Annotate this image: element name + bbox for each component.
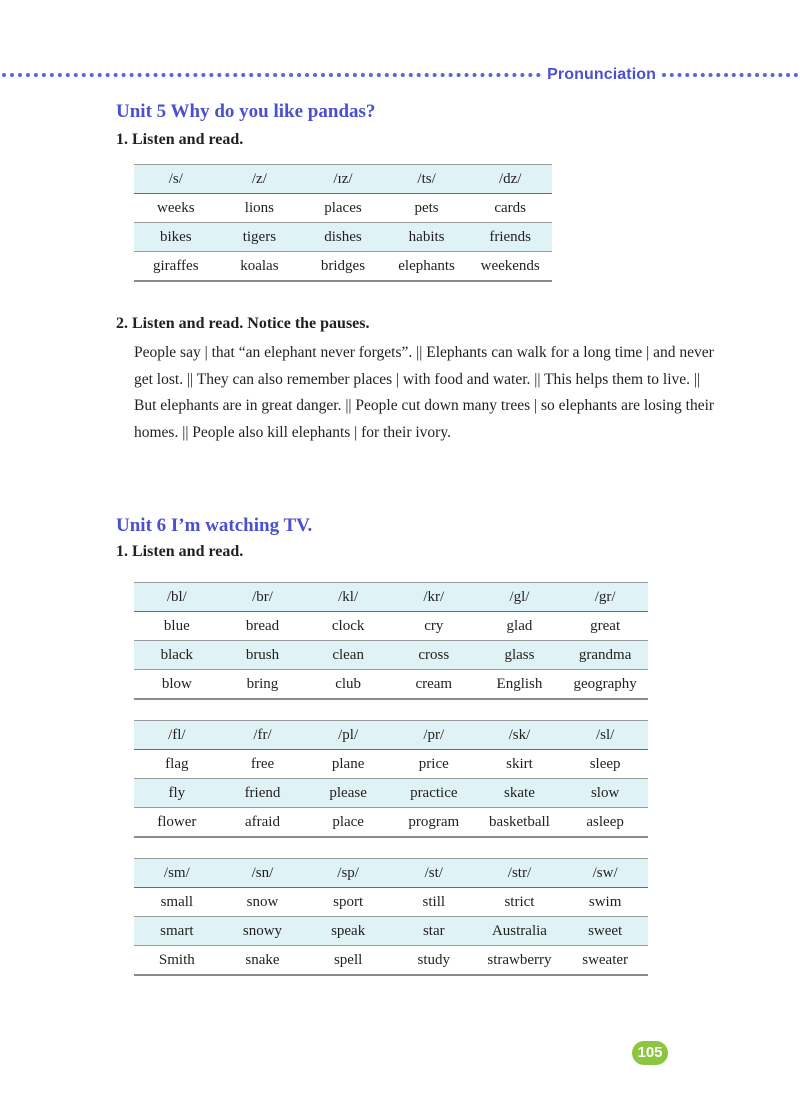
- word-cell: plane: [305, 750, 391, 779]
- word-cell: habits: [385, 223, 469, 252]
- word-cell: sweet: [562, 917, 648, 946]
- unit5-title: Unit 5 Why do you like pandas?: [116, 101, 376, 122]
- sound-symbol-cell: /ts/: [385, 165, 469, 194]
- word-cell: dishes: [301, 223, 385, 252]
- word-cell: Smith: [134, 946, 220, 976]
- word-cell: snowy: [220, 917, 306, 946]
- word-cell: slow: [562, 779, 648, 808]
- unit5-exercise2-title: 2. Listen and read. Notice the pauses.: [116, 315, 370, 332]
- table-row: [134, 252, 552, 282]
- table-row: [134, 750, 648, 779]
- table-header-row: [134, 165, 552, 194]
- word-cell: places: [301, 194, 385, 223]
- word-cell: flag: [134, 750, 220, 779]
- word-cell: skirt: [477, 750, 563, 779]
- sound-symbol-cell: /sl/: [562, 721, 648, 750]
- word-cell: strict: [477, 888, 563, 917]
- word-cell: bread: [220, 612, 306, 641]
- word-cell: speak: [305, 917, 391, 946]
- word-cell: bikes: [134, 223, 218, 252]
- word-cell: asleep: [562, 808, 648, 838]
- passage-paragraph-2: But elephants are in great danger. || People cut down many trees | so elephants are losing their homes. || People also kill elephants | for their ivory.: [134, 397, 715, 441]
- sound-symbol-cell: /kl/: [305, 583, 391, 612]
- table-row: [134, 641, 648, 670]
- word-cell: sweater: [562, 946, 648, 976]
- reading-passage: [134, 340, 724, 446]
- word-cell: friends: [468, 223, 552, 252]
- sound-symbol-cell: /pr/: [391, 721, 477, 750]
- word-cell: cards: [468, 194, 552, 223]
- word-cell: koalas: [218, 252, 302, 282]
- sound-symbol-cell: /str/: [477, 859, 563, 888]
- sound-symbol-cell: /fr/: [220, 721, 306, 750]
- word-cell: brush: [220, 641, 306, 670]
- table-row: [134, 946, 648, 976]
- header-dotted-rule-right: [662, 73, 798, 77]
- unit6-exercise1-title: 1. Listen and read.: [116, 543, 244, 560]
- table-header-row: [134, 721, 648, 750]
- sound-symbol-cell: /bl/: [134, 583, 220, 612]
- word-cell: strawberry: [477, 946, 563, 976]
- sound-symbol-cell: /s/: [134, 165, 218, 194]
- word-cell: weeks: [134, 194, 218, 223]
- table-row: [134, 917, 648, 946]
- word-cell: lions: [218, 194, 302, 223]
- word-cell: sport: [305, 888, 391, 917]
- passage-paragraph-1: People say | that “an elephant never forgets”. || Elephants can walk for a long time | and never get lost. || They can also remember places | with food and water. || This helps them to live. ||: [134, 344, 714, 388]
- sound-symbol-cell: /ɪz/: [301, 165, 385, 194]
- word-cell: club: [305, 670, 391, 700]
- unit6-sound-table-2: [134, 720, 648, 838]
- word-cell: cross: [391, 641, 477, 670]
- word-cell: spell: [305, 946, 391, 976]
- word-cell: study: [391, 946, 477, 976]
- sound-symbol-cell: /gr/: [562, 583, 648, 612]
- table-row: [134, 888, 648, 917]
- word-cell: skate: [477, 779, 563, 808]
- sound-symbol-cell: /kr/: [391, 583, 477, 612]
- word-cell: bridges: [301, 252, 385, 282]
- sound-symbol-cell: /sk/: [477, 721, 563, 750]
- sound-symbol-cell: /fl/: [134, 721, 220, 750]
- sound-symbol-cell: /sm/: [134, 859, 220, 888]
- sound-symbol-cell: /sp/: [305, 859, 391, 888]
- word-cell: grandma: [562, 641, 648, 670]
- word-cell: please: [305, 779, 391, 808]
- unit6-sound-table-3: [134, 858, 648, 976]
- table-row: [134, 223, 552, 252]
- word-cell: glass: [477, 641, 563, 670]
- section-header: [0, 64, 800, 86]
- word-cell: glad: [477, 612, 563, 641]
- header-dotted-rule-left: [2, 73, 541, 77]
- table-header-row: [134, 583, 648, 612]
- word-cell: great: [562, 612, 648, 641]
- table-row: [134, 612, 648, 641]
- word-cell: practice: [391, 779, 477, 808]
- word-cell: elephants: [385, 252, 469, 282]
- sound-symbol-cell: /dz/: [468, 165, 552, 194]
- word-cell: smart: [134, 917, 220, 946]
- word-cell: Australia: [477, 917, 563, 946]
- sound-symbol-cell: /sw/: [562, 859, 648, 888]
- table-row: [134, 779, 648, 808]
- word-cell: place: [305, 808, 391, 838]
- word-cell: cry: [391, 612, 477, 641]
- unit6-title: Unit 6 I’m watching TV.: [116, 515, 313, 536]
- table-row: [134, 670, 648, 700]
- word-cell: tigers: [218, 223, 302, 252]
- table-header-row: [134, 859, 648, 888]
- word-cell: weekends: [468, 252, 552, 282]
- word-cell: sleep: [562, 750, 648, 779]
- word-cell: fly: [134, 779, 220, 808]
- word-cell: cream: [391, 670, 477, 700]
- word-cell: still: [391, 888, 477, 917]
- unit5-exercise1-title: 1. Listen and read.: [116, 131, 244, 148]
- word-cell: bring: [220, 670, 306, 700]
- word-cell: free: [220, 750, 306, 779]
- unit6-sound-table-1: [134, 582, 648, 700]
- sound-symbol-cell: /z/: [218, 165, 302, 194]
- sound-symbol-cell: /pl/: [305, 721, 391, 750]
- word-cell: flower: [134, 808, 220, 838]
- word-cell: snake: [220, 946, 306, 976]
- word-cell: star: [391, 917, 477, 946]
- word-cell: blow: [134, 670, 220, 700]
- word-cell: swim: [562, 888, 648, 917]
- table-row: [134, 808, 648, 838]
- word-cell: clock: [305, 612, 391, 641]
- word-cell: snow: [220, 888, 306, 917]
- word-cell: small: [134, 888, 220, 917]
- word-cell: afraid: [220, 808, 306, 838]
- word-cell: basketball: [477, 808, 563, 838]
- word-cell: clean: [305, 641, 391, 670]
- word-cell: English: [477, 670, 563, 700]
- page-number: 105: [632, 1041, 668, 1065]
- word-cell: geography: [562, 670, 648, 700]
- word-cell: giraffes: [134, 252, 218, 282]
- section-label: Pronunciation: [547, 66, 656, 83]
- sound-symbol-cell: /br/: [220, 583, 306, 612]
- word-cell: black: [134, 641, 220, 670]
- sound-symbol-cell: /st/: [391, 859, 477, 888]
- word-cell: friend: [220, 779, 306, 808]
- word-cell: pets: [385, 194, 469, 223]
- unit5-sound-table: [134, 164, 552, 282]
- word-cell: blue: [134, 612, 220, 641]
- word-cell: program: [391, 808, 477, 838]
- word-cell: price: [391, 750, 477, 779]
- sound-symbol-cell: /sn/: [220, 859, 306, 888]
- sound-symbol-cell: /gl/: [477, 583, 563, 612]
- table-row: [134, 194, 552, 223]
